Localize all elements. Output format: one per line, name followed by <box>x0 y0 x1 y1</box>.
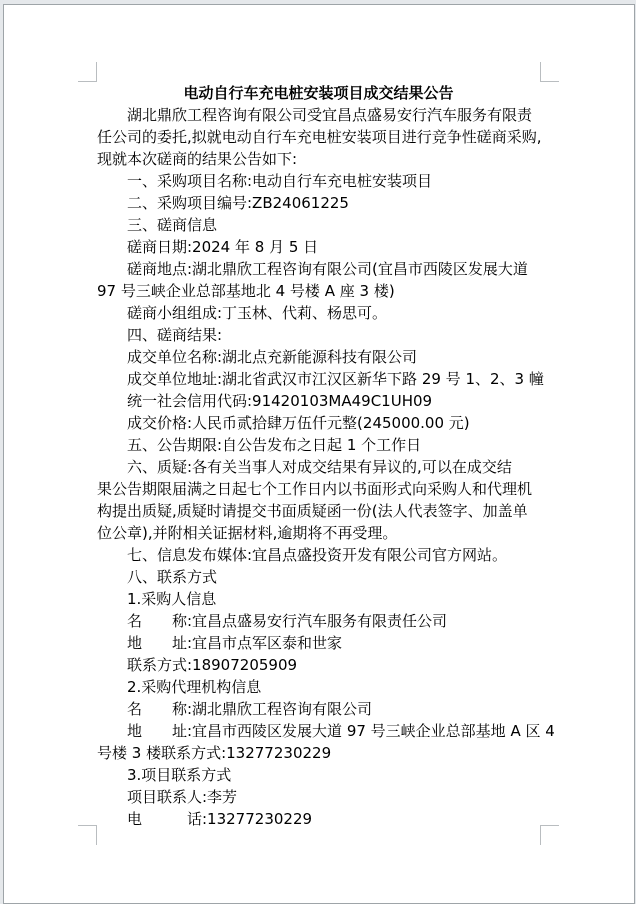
text-line: 七、信息发布媒体:宜昌点盛投资开发有限公司官方网站。 <box>127 546 508 564</box>
document-body <box>97 82 555 830</box>
text-line: 97 号三峡企业总部基地北 4 号楼 A 座 3 楼) <box>97 282 395 300</box>
text-line: 磋商地点:湖北鼎欣工程咨询有限公司(宜昌市西陵区发展大道 <box>127 260 528 278</box>
text-line: 1.采购人信息 <box>127 590 217 608</box>
text-line: 五、公告期限:自公告发布之日起 1 个工作日 <box>127 436 422 454</box>
text-line: 六、质疑:各有关当事人对成交结果有异议的,可以在成交结 <box>127 458 512 476</box>
margin-crop-mark-bottom-left <box>78 825 97 845</box>
text-line: 磋商小组组成:丁玉林、代莉、杨思可。 <box>127 304 388 322</box>
text-line: 湖北鼎欣工程咨询有限公司受宜昌点盛易安行汽车服务有限责 <box>127 106 533 124</box>
text-line: 果公告期限届满之日起七个工作日内以书面形式向采购人和代理机 <box>97 480 533 498</box>
text-line: 二、采购项目编号:ZB24061225 <box>127 194 349 212</box>
text-line: 磋商日期:2024 年 8 月 5 日 <box>127 238 319 256</box>
margin-crop-mark-top-left <box>78 62 97 82</box>
text-line: 地 址:宜昌市点军区泰和世家 <box>127 634 343 652</box>
document-lines <box>97 104 555 830</box>
document-title: 电动自行车充电桩安装项目成交结果公告 <box>183 84 454 102</box>
text-line: 名 称:湖北鼎欣工程咨询有限公司 <box>127 700 373 718</box>
text-line: 统一社会信用代码:91420103MA49C1UH09 <box>127 392 433 410</box>
margin-crop-mark-bottom-right <box>540 825 559 845</box>
text-line: 任公司的委托,拟就电动自行车充电桩安装项目进行竞争性磋商采购, <box>97 128 542 146</box>
text-line: 三、磋商信息 <box>127 216 218 234</box>
text-line: 号楼 3 楼联系方式:13277230229 <box>97 744 332 762</box>
text-line: 构提出质疑,质疑时请提交书面质疑函一份(法人代表签字、加盖单 <box>97 502 528 520</box>
text-line: 八、联系方式 <box>127 568 218 586</box>
text-line: 电 话:13277230229 <box>127 810 313 828</box>
text-line: 成交单位名称:湖北点充新能源科技有限公司 <box>127 348 418 366</box>
text-line: 联系方式:18907205909 <box>127 656 298 674</box>
text-line: 名 称:宜昌点盛易安行汽车服务有限责任公司 <box>127 612 448 630</box>
margin-crop-mark-top-right <box>540 62 559 82</box>
text-line: 成交价格:人民币贰拾肆万伍仟元整(245000.00 元) <box>127 414 470 432</box>
text-line: 3.项目联系方式 <box>127 766 232 784</box>
text-line: 四、磋商结果: <box>127 326 223 344</box>
text-line: 项目联系人:李芳 <box>127 788 238 806</box>
text-line: 一、采购项目名称:电动自行车充电桩安装项目 <box>127 172 433 190</box>
text-line: 位公章),并附相关证据材料,逾期将不再受理。 <box>97 524 398 542</box>
text-line: 成交单位地址:湖北省武汉市江汉区新华下路 29 号 1、2、3 幢 <box>127 370 544 388</box>
text-line: 2.采购代理机构信息 <box>127 678 262 696</box>
text-line: 地 址:宜昌市西陵区发展大道 97 号三峡企业总部基地 A 区 4 <box>127 722 555 740</box>
text-line: 现就本次磋商的结果公告如下: <box>97 150 298 168</box>
